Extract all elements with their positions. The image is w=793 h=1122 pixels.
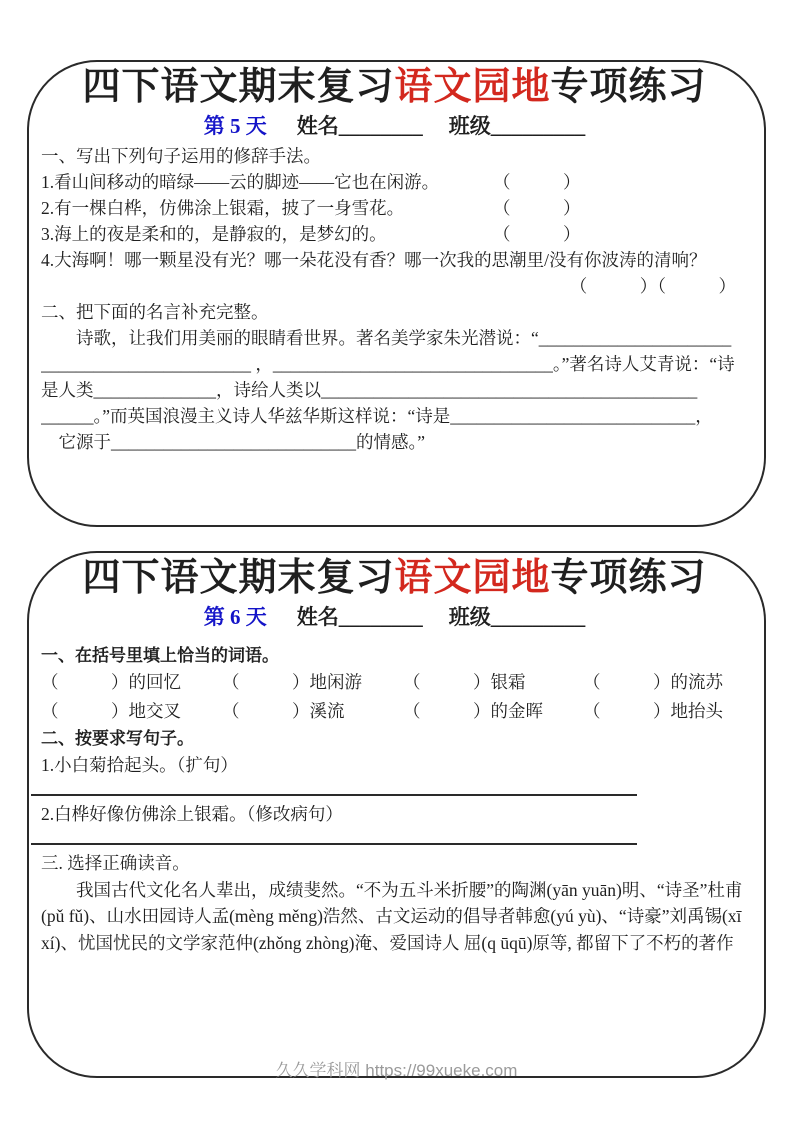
- title-post: 专项练习: [550, 557, 707, 599]
- title-post: 专项练习: [550, 66, 707, 108]
- word-fill-item: （ ）银霜: [403, 671, 526, 692]
- word-fill-grid: [41, 669, 748, 725]
- word-fill-item: （ ）的金晖: [403, 700, 543, 721]
- watermark-text: 久久学科网 https://99xueke.com: [275, 1061, 518, 1080]
- section3-heading: 三. 选择正确读音。: [41, 852, 190, 873]
- worksheet-subtitle: [41, 604, 748, 630]
- worksheet-title: [41, 64, 748, 112]
- class-label: 班级: [448, 113, 491, 138]
- fill-blank-line: 诗歌，让我们用美丽的眼睛看世界。著名美学家朱光潜说：“______________________: [41, 327, 732, 348]
- section1-heading: 一、在括号里填上恰当的词语。: [41, 645, 279, 665]
- question-row: [41, 169, 748, 195]
- answer-parens: （ ）: [493, 223, 581, 244]
- card2-content: [41, 642, 748, 957]
- worksheet-card-day5: [27, 60, 766, 527]
- word-fill-item: （ ）地交叉: [41, 700, 181, 721]
- pinyin-choice-paragraph: 我国古代文化名人辈出，成绩斐然。“不为五斗米折腰”的陶渊(yān yuān)明、“诗圣”杜甫(pǔ fǔ)、山水田园诗人孟(mèng měng)浩然、古文运动的倡导者韩愈(yú yù)、“诗豪”刘禹锡(xī xí)、忧国忧民的文学家范仲(zhǒng zhòng)淹、爱国诗人 屈(q ūqū)原等, 都留下了不朽的著作: [41, 879, 743, 953]
- sentence-task: 1.小白菊拾起头。（扩句）: [41, 754, 238, 775]
- word-fill-item: （ ）地闲游: [222, 671, 362, 692]
- worksheet-subtitle: [41, 113, 748, 139]
- answer-parens: （ ）: [493, 197, 581, 218]
- class-blank: _________: [490, 113, 586, 138]
- day-label: 第 5 天: [203, 113, 267, 138]
- question-text: 1.看山间移动的暗绿——云的脚迹——它也在闲游。: [41, 171, 440, 192]
- question-row: [41, 221, 748, 247]
- class-label: 班级: [448, 604, 491, 629]
- word-fill-item: （ ）的流苏: [583, 671, 723, 692]
- name-label: 姓名: [296, 113, 339, 138]
- question-text: 4.大海啊！哪一颗星没有光？哪一朵花没有香？哪一次我的思潮里/没有你波涛的清响？: [41, 249, 707, 270]
- section2-heading: 二、把下面的名言补充完整。: [41, 301, 269, 322]
- worksheet-card-day6: [27, 551, 766, 1078]
- section2-heading: 二、按要求写句子。: [41, 728, 194, 748]
- title-pre: 四下语文期末复习: [82, 557, 395, 599]
- answer-writing-line: [31, 794, 637, 796]
- answer-writing-line: [31, 843, 637, 845]
- title-pre: 四下语文期末复习: [82, 66, 395, 108]
- section1-heading: 一、写出下列句子运用的修辞手法。: [41, 145, 321, 166]
- fill-blank-line: ______。”而英国浪漫主义诗人华兹华斯这样说：“诗是____________________________，: [41, 405, 713, 426]
- name-blank: ________: [338, 604, 423, 629]
- fill-blank-line: 是人类______________，诗给人类以___________________________________________: [41, 379, 698, 400]
- card1-content: [41, 143, 748, 455]
- answer-parens: （ ）（ ）: [569, 275, 736, 296]
- title-highlight: 语文园地: [394, 66, 551, 108]
- name-label: 姓名: [296, 604, 339, 629]
- word-fill-item: （ ）地抬头: [583, 700, 723, 721]
- fill-blank-line: 它源于____________________________的情感。”: [41, 431, 426, 452]
- fill-blank-line: ________________________ ，________________________________。”著名诗人艾青说：“诗: [41, 353, 735, 374]
- question-text: 3.海上的夜是柔和的，是静寂的，是梦幻的。: [41, 223, 387, 244]
- word-fill-item: （ ）的回忆: [41, 671, 181, 692]
- title-highlight: 语文园地: [394, 557, 551, 599]
- name-blank: ________: [338, 113, 423, 138]
- question-row: [41, 195, 748, 221]
- word-fill-item: （ ）溪流: [222, 700, 345, 721]
- worksheet-title: [41, 555, 748, 603]
- answer-parens: （ ）: [493, 171, 581, 192]
- question-text: 2.有一棵白桦，仿佛涂上银霜，披了一身雪花。: [41, 197, 405, 218]
- day-label: 第 6 天: [203, 604, 267, 629]
- sentence-task: 2.白桦好像仿佛涂上银霜。（修改病句）: [41, 803, 343, 824]
- class-blank: _________: [490, 604, 586, 629]
